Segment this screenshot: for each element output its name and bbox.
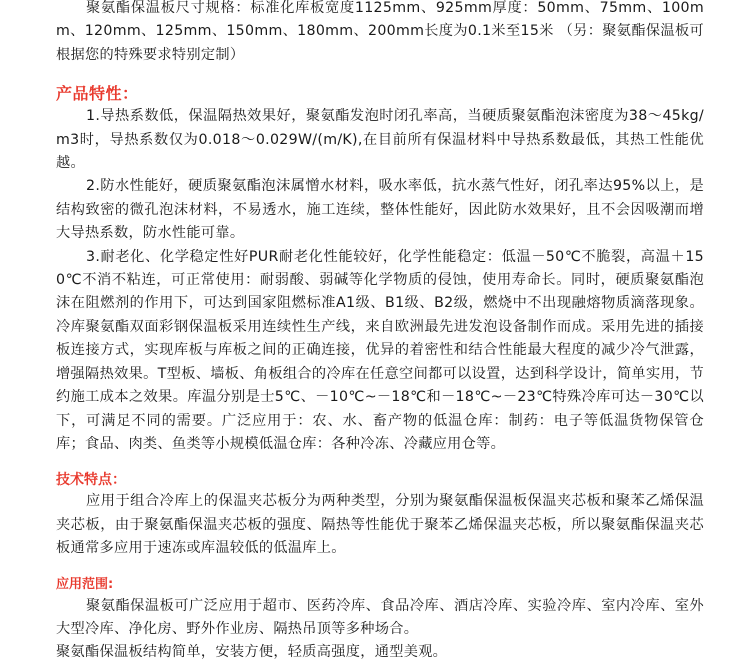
application-heading: 应用范围: <box>56 576 114 592</box>
features-paragraph-1: 1.导热系数低，保温隔热效果好，聚氨酯发泡时闭孔率高，当硬质聚氨酯泡沫密度为38～45kg/m3时，导热系数仅为0.018～0.029W/(m/K),在目前所有保温材料中导热系数最低，其热工性能优越。 <box>56 108 704 172</box>
spec-paragraph: 聚氨酯保温板尺寸规格：标准化库板宽度1125mm、925mm厚度：50mm、75mm、100mm、120mm、125mm、150mm、180mm、200mm长度为0.1米至15米 （另：聚氨酯保温板可根据您的特殊要求特别定制） <box>56 0 704 63</box>
application-paragraph-2: 聚氨酯保温板结构简单，安装方便，轻质高强度，通型美观。 <box>56 644 448 661</box>
features-paragraph-3: 3.耐老化、化学稳定性好PUR耐老化性能较好，化学性能稳定：低温－50℃不脆裂，高温＋150℃不消不粘连，可正常使用：耐弱酸、弱碱等化学物质的侵蚀，使用寿命长。同时，硬质聚氨酯泡沫在阻燃剂的作用下，可达到国家阻燃标准A1级、B1级、B2级，燃烧中不出现融熔物质滴落现象。冷库聚氨酯双面彩钢保温板采用连续性生产线，来自欧洲最先进发泡设备制作而成。采用先进的插接板连接方式，实现库板与库板之间的正确连接，优异的着密性和结合性能最大程度的减少冷气泄露，增强隔热效果。T型板、墙板、角板组合的冷库在任意空间都可以设置，达到科学设计，简单实用，节约施工成本之效果。库温分别是士5℃、－10℃~－18℃和－18℃~－23℃特殊冷库可达－30℃以下，可满足不同的需要。广泛应用于：农、水、畜产物的低温仓库：制药：电子等低温货物保管仓库；食品、肉类、鱼类等小规模低温仓库：各种冷冻、冷藏应用仓等。 <box>56 248 704 452</box>
tech-heading: 技术特点： <box>56 472 126 489</box>
document-body <box>56 0 704 665</box>
application-paragraph-1: 聚氨酯保温板可广泛应用于超市、医药冷库、食品冷库、酒店冷库、实验冷库、室内冷库、室外大型冷库、净化房、野外作业房、隔热吊顶等多种场合。 <box>56 597 704 637</box>
features-paragraph-2: 2.防水性能好，硬质聚氨酯泡沫属憎水材料，吸水率低，抗水蒸气性好，闭孔率达95%以上，是结构致密的微孔泡沫材料，不易透水，施工连续，整体性能好，因此防水效果好，且不会因吸潮而增大导热系数，防水性能可靠。 <box>56 178 704 242</box>
features-heading: 产品特性： <box>56 84 139 104</box>
tech-paragraph: 应用于组合冷库上的保温夹芯板分为两种类型，分别为聚氨酯保温板保温夹芯板和聚苯乙烯保温夹芯板，由于聚氨酯保温夹芯板的强度、隔热等性能优于聚苯乙烯保温夹芯板，所以聚氨酯保温夹芯板通常多应用于速冻或库温较低的低温库上。 <box>56 493 704 557</box>
